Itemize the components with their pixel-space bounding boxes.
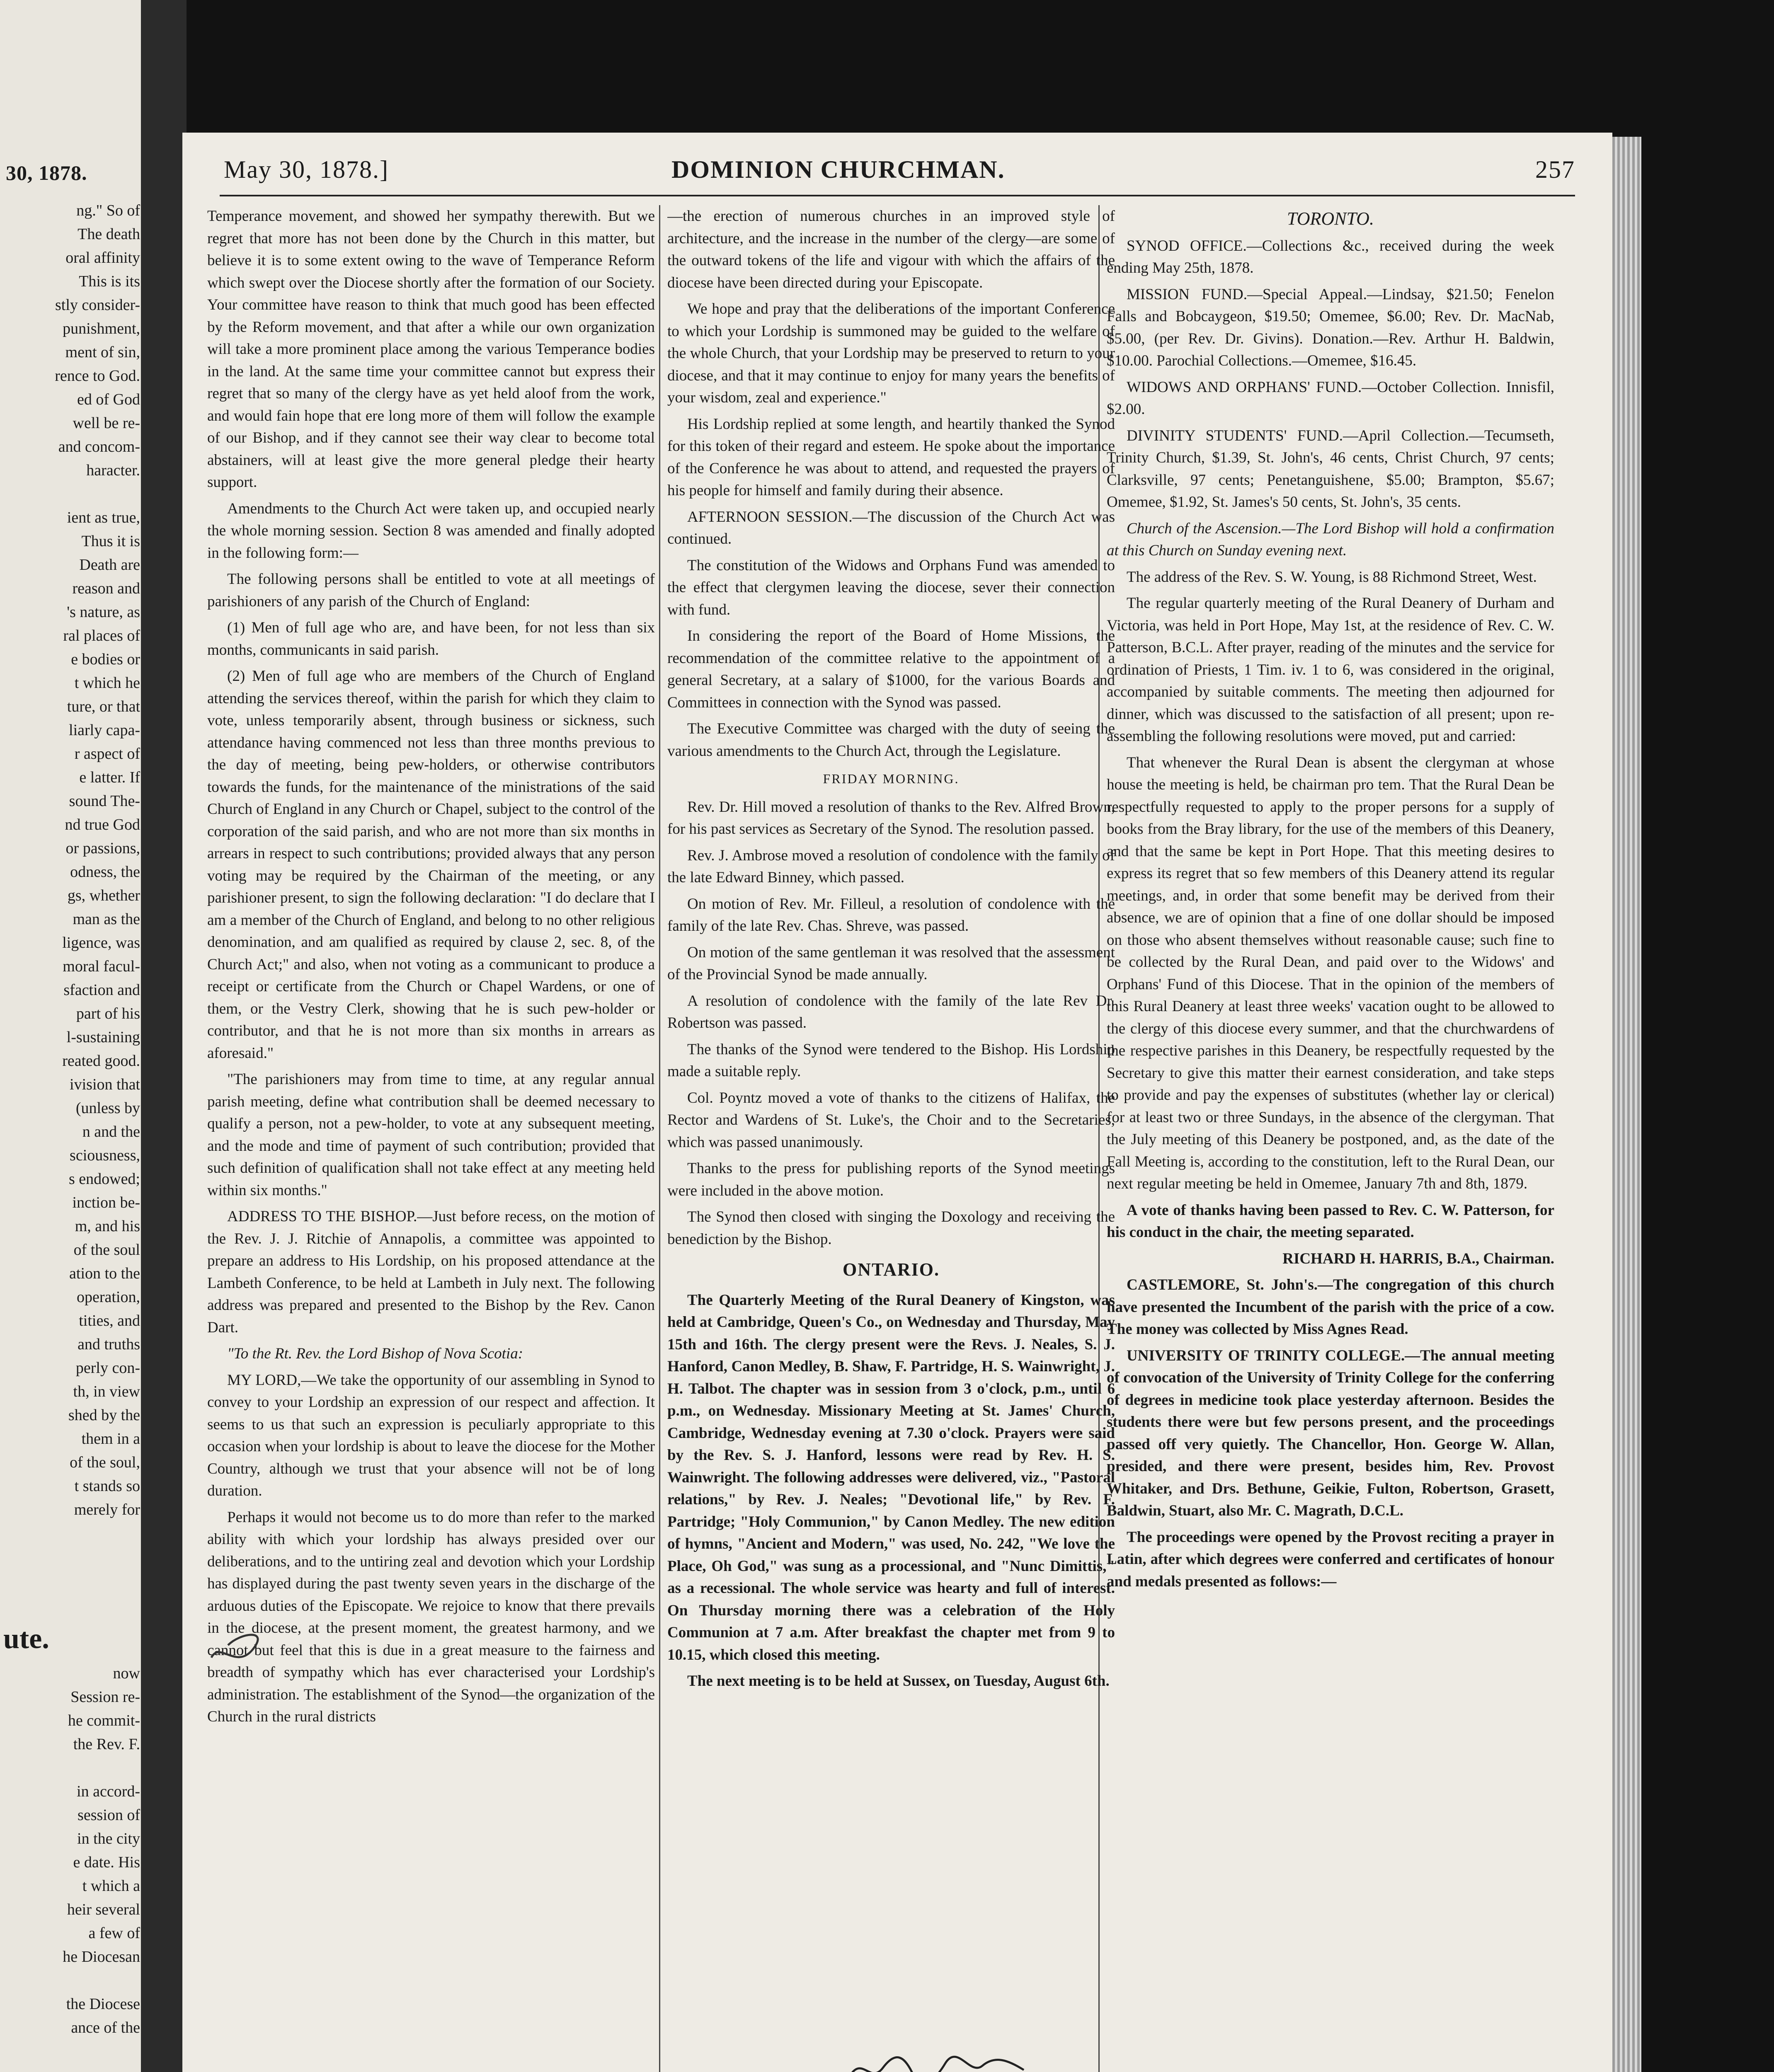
previous-page-line: gs, whether (67, 887, 140, 904)
previous-page-line: them in a (81, 1430, 140, 1447)
paragraph: The thanks of the Synod were tendered to the Bishop. His Lordship made a suitable reply. (667, 1041, 1115, 1080)
previous-page-line: oral affinity (65, 249, 140, 266)
previous-page-line: part of his (76, 1005, 140, 1022)
previous-page-line: t stands so (74, 1477, 140, 1495)
previous-page-line: (unless by (75, 1099, 140, 1117)
previous-page-line: t which a (82, 1877, 140, 1895)
previous-page-line: a few of (88, 1924, 140, 1942)
previous-page-line: ment of sin, (65, 344, 140, 361)
paragraph: Perhaps it would not become us to do more than refer to the marked ability with which your lordship has always presided over our deliberations, and to the untiring zeal and devotion which your Lordship has displayed during the past twenty seven years in the discharge of the arduous duties of the Episcopate. We rejoice to know that there prevails in the diocese, at the present moment, the greatest harmony, and we cannot but feel that this is due in a great measure to the fairness and breadth of sympathy which has ever characterised your Lordship's administration. The establishment of the Synod—the organization of the Church in the rural districts (207, 1508, 655, 1725)
paragraph: The next meeting is to be held at Sussex, on Tuesday, August 6th. (687, 1673, 1110, 1690)
previous-page-line: t which he (74, 674, 140, 692)
header-rule (220, 195, 1575, 196)
previous-page-line: and concom- (58, 438, 140, 455)
newspaper-page (182, 133, 1612, 2072)
previous-page-line: ivision that (70, 1076, 140, 1093)
paragraph: MY LORD,—We take the opportunity of our assembling in Synod to convey to your Lordship an expression of our respect and affection. It seems to us that such an expression is peculiarly appropriate to this occasion when your lordship is about to leave the diocese for the Mother Country, although we trust that your absence will not be of long duration. (207, 1371, 655, 1499)
paragraph: "The parishioners may from time to time, at any regular annual parish meeting, define what contribution shall be deemed necessary to qualify a person, not a pew-holder, to vote at any subsequent meeting, and the mode and time of payment of such contribution; provided that such definition of qualification shall not take effect at any meeting held within six months." (207, 1071, 655, 1199)
previous-page-line: of the soul (73, 1241, 140, 1259)
previous-page-line: in accord- (77, 1783, 140, 1800)
paragraph: In considering the report of the Board of Home Missions, the recommendation of the committee relative to the appointment of a general Secretary, at a salary of $1000, for the various Boards and Committees in connection with the Synod was passed. (667, 627, 1115, 711)
column-2 (667, 205, 1115, 2072)
previous-page-line: s endowed; (68, 1170, 140, 1188)
paragraph: Amendments to the Church Act were taken up, and occupied nearly the whole morning session. Section 8 was amended and finally adopted in the following form:— (207, 500, 655, 562)
previous-page-line: in the city (77, 1830, 140, 1847)
previous-page-line: Session re- (70, 1688, 140, 1706)
previous-page-line: operation, (76, 1288, 140, 1306)
previous-page-line: sciousness, (70, 1147, 140, 1164)
page-stack-edge (1612, 137, 1641, 2072)
previous-page-line: liarly capa- (69, 721, 140, 739)
paragraph: The Quarterly Meeting of the Rural Deanery of Kingston, was held at Cambridge, Queen's Co., on Wednesday and Thursday, May 15th and 16th. The clergy present were the Revs. J. Neales, S. J. Hanford, Canon Medley, B. Shaw, F. Partridge, H. S. Wainwright, J. H. Talbot. The chapter was in session from 3 o'clock, p.m., until 6 p.m., on Wednesday. Missionary Meeting at St. James' Church, Cambridge, Wednesday evening at 7.30 o'clock. Prayers were said by the Rev. S. J. Hanford, lessons were read by Rev. H. S. Wainwright. The following addresses were delivered, viz., "Pastoral relations," by Rev. J. Neales; "Devotional life," by Rev. F. Partridge; "Holy Communion," by Canon Medley. The new edition of hymns, "Ancient and Modern," was used, No. 242, "We love the Place, Oh God," was sung as a processional, and "Nunc Dimittis," as a recessional. The whole service was hearty and full of interest. On Thursday morning there was a celebration of the Holy Communion at 7 a.m. After breakfast the chapter met from 9 to 10.15, which closed this meeting. (667, 1291, 1115, 1663)
masthead: DOMINION CHURCHMAN. (671, 156, 1005, 183)
paragraph: ADDRESS TO THE BISHOP.—Just before recess, on the motion of the Rev. J. J. Ritchie of Annapolis, a committee was appointed to prepare an address to His Lordship, on his proposed attendance at the Lambeth Conference, to be held at Lambeth in July next. The following address was prepared and presented to the Bishop by the Rev. Canon Dart. (207, 1208, 655, 1336)
paragraph: The Executive Committee was charged with the duty of seeing the various amendments to the Church Act, through the Legislature. (667, 720, 1115, 760)
signature-line: RICHARD H. HARRIS, B.A., Chairman. (1282, 1250, 1554, 1267)
previous-page-line: tities, and (79, 1312, 140, 1329)
previous-page-line: perly con- (75, 1359, 140, 1377)
previous-page-line: the Rev. F. (73, 1736, 140, 1753)
previous-page-line: heir several (67, 1901, 140, 1918)
previous-page-line: ation to the (69, 1265, 140, 1282)
page-number: 257 (1535, 156, 1575, 183)
previous-page-line: e date. His (73, 1854, 140, 1871)
previous-page-line: ient as true, (67, 509, 140, 526)
previous-page-line: r aspect of (74, 745, 140, 762)
paragraph: On motion of the same gentleman it was resolved that the assessment of the Provincial Synod be made annually. (667, 944, 1115, 983)
previous-page-line: merely for (74, 1501, 140, 1518)
previous-page-line: n and the (82, 1123, 140, 1140)
book-gutter (141, 0, 187, 2072)
previous-page-line (3, 1756, 140, 1780)
section-heading-ontario: ONTARIO. (843, 1259, 940, 1280)
handwritten-annotation (846, 2047, 1028, 2072)
paragraph: DIVINITY STUDENTS' FUND.—April Collection.—Tecumseth, Trinity Church, $1.39, St. John's, 46 cents, Christ Church, 97 cents; Clarksville, 97 cents; Penetanguishene, $5.00; Brampton, $5.67; Omemee, $1.92, St. James's 50 cents, St. John's, 35 cents. (1107, 427, 1554, 511)
paragraph: The constitution of the Widows and Orphans Fund was amended to the effect that clergymen leaving the diocese, sever their connection with fund. (667, 557, 1115, 618)
previous-page-line: 's nature, as (67, 603, 140, 621)
paragraph: Church of the Ascension.—The Lord Bishop will hold a confirmation at this Church on Sunday evening next. (1107, 520, 1554, 559)
previous-page-line: shed by the (68, 1406, 140, 1424)
column-3 (1107, 205, 1554, 2072)
previous-page-line: ral places of (63, 627, 140, 644)
page-header (224, 155, 1575, 189)
paragraph: SYNOD OFFICE.—Collections &c., received during the week ending May 25th, 1878. (1107, 237, 1554, 276)
paragraph: The address of the Rev. S. W. Young, is 88 Richmond Street, West. (1127, 568, 1537, 586)
paragraph: His Lordship replied at some length, and heartily thanked the Synod for this token of their regard and esteem. He spoke about the importance of the Conference he was about to attend, and requested the prayers of his people for himself and family during their absence. (667, 415, 1115, 499)
previous-page-line: punishment, (63, 320, 140, 337)
previous-page-line (3, 1969, 140, 1992)
paragraph: Temperance movement, and showed her sympathy therewith. But we regret that more has not been done by the Church in this matter, but believe it is to some extent owing to the wave of Temperance Reform which swept over the Diocese shortly after the formation of our Society. Your committee have reason to think that much good has been effected by the Reform movement, and that after a while our own organization will take a more prominent place among the various Temperance bodies in the land. At the same time your committee cannot but express their regret that so many of the clergy have as yet held aloof from the work, and would fain hope that ere long more of them will follow the example of our Bishop, and if they cannot see their way clear to become total abstainers, will at least give the more general pledge their hearty support. (207, 208, 655, 491)
previous-page-line: sfaction and (63, 981, 140, 999)
previous-page-text-top (3, 199, 140, 1522)
paragraph: AFTERNOON SESSION.—The discussion of the Church Act was continued. (667, 508, 1115, 547)
previous-page-line: he commit- (68, 1712, 140, 1729)
previous-page-line: ligence, was (62, 934, 140, 951)
previous-page-line: m, and his (75, 1218, 140, 1235)
previous-page-line: well be re- (73, 414, 140, 432)
previous-page-text-bottom (3, 1616, 140, 2040)
margin-mark (203, 1616, 265, 1678)
previous-page-line: nd true God (65, 816, 140, 833)
previous-page-line: moral facul- (63, 958, 140, 975)
paragraph: A resolution of condolence with the family of the late Rev Dr. Robertson was passed. (667, 992, 1115, 1031)
header-date: May 30, 1878.] (224, 156, 389, 183)
previous-page-fragment (0, 0, 141, 2072)
paragraph: The following persons shall be entitled to vote at all meetings of parishioners of any parish of the Church of England: (207, 571, 655, 610)
previous-page-line: l-sustaining (66, 1029, 140, 1046)
column-divider (659, 205, 660, 2072)
previous-page-line: ance of the (71, 2019, 140, 2036)
previous-page-line: e latter. If (79, 769, 140, 786)
paragraph: The Synod then closed with singing the Doxology and receiving the benediction by the Bishop. (667, 1208, 1115, 1248)
paragraph: The proceedings were opened by the Provost reciting a prayer in Latin, after which degrees were conferred and certificates of honour and medals presented as follows:— (1107, 1528, 1554, 1590)
paragraph: A vote of thanks having been passed to Rev. C. W. Patterson, for his conduct in the chair, the meeting separated. (1107, 1201, 1554, 1241)
previous-page-line: ture, or that (67, 698, 140, 715)
paragraph: Col. Poyntz moved a vote of thanks to the citizens of Halifax, the Rector and Wardens of St. Luke's, the Choir and to the Secretaries, which was passed unanimously. (667, 1089, 1115, 1151)
previous-page-line: now (113, 1665, 140, 1682)
previous-page-heading: ute. (3, 1623, 49, 1655)
previous-page-line: he Diocesan (63, 1948, 140, 1965)
previous-page-line: e bodies or (71, 651, 140, 668)
paragraph: MISSION FUND.—Special Appeal.—Lindsay, $21.50; Fenelon Falls and Bobcaygeon, $19.50; Omemee, $6.00; Rev. Dr. MacNab, $5.00, (per Rev. Dr. Givins). Donation.—Rev. Arthur H. Baldwin, $10.00. Parochial Collections.—Omemee, $16.45. (1107, 286, 1554, 369)
previous-page-line: th, in view (73, 1383, 140, 1400)
paragraph: On motion of Rev. Mr. Filleul, a resolution of condolence with the family of the late Rev. Chas. Shreve, was passed. (667, 895, 1115, 934)
previous-page-line: reason and (72, 580, 140, 597)
previous-page-line: This is its (79, 273, 140, 290)
paragraph: —the erection of numerous churches in an improved style of architecture, and the increase in the number of the clergy—are some of the outward tokens of the life and vigour with which the affairs of the diocese have been directed during your Episcopate. (667, 208, 1115, 291)
paragraph: Rev. Dr. Hill moved a resolution of thanks to the Rev. Alfred Brown, for his past services as Secretary of the Synod. The resolution passed. (667, 798, 1115, 838)
previous-page-line: odness, the (70, 863, 140, 881)
previous-page-line: sound The- (69, 792, 140, 810)
previous-page-line (3, 482, 140, 506)
previous-page-line: reated good. (62, 1052, 140, 1070)
previous-page-line: or passions, (65, 840, 140, 857)
previous-page-line: Death are (79, 556, 140, 574)
paragraph: That whenever the Rural Dean is absent the clergyman at whose house the meeting is held, be chairman pro tem. That the Rural Dean be respectfully requested to apply to the proper persons for a supply of books from the Bray library, for the use of the members of this Deanery, and that the same be kept in Port Hope. That this meeting desires to express its regret that so few members of this Deanery attend its regular meetings, and, in order that some benefit may be derived from their absence, we are of opinion that a fine of one dollar should be imposed on those who absent themselves without reasonable cause; such fine to be collected by the Rural Dean, and paid over to the Widows' and Orphans' Fund of this Diocese. That in the opinion of the members of this Rural Deanery at least three weeks' vacation ought to be allowed to the clergy of this diocese every summer, and that the churchwardens of the respective parishes in this Deanery, be respectfully requested by the Secretary to give this matter their earnest consideration, and take steps to provide and pay the expenses of substitutes (whether lay or clerical) for at least two or three Sundays, in the absence of the clergyman. That the July meeting of this Deanery be postponed, and, as the date of the Fall Meeting is, according to the constitution, left to the Rural Dean, our next regular meeting be held in Omemee, January 7th and 8th, 1879. (1107, 754, 1554, 1192)
section-heading-toronto: TORONTO. (1287, 208, 1374, 229)
previous-page-line: stly consider- (55, 296, 140, 314)
previous-page-line: ed of God (77, 391, 140, 408)
previous-page-line: Thus it is (81, 533, 140, 550)
previous-page-line: ng." So of (76, 202, 140, 219)
previous-page-line: man as the (73, 910, 140, 928)
paragraph: WIDOWS AND ORPHANS' FUND.—October Collection. Innisfil, $2.00. (1107, 378, 1554, 418)
previous-page-line: session of (78, 1806, 140, 1824)
column-1 (207, 205, 655, 2072)
previous-page-line: The death (78, 225, 140, 243)
section-heading: FRIDAY MORNING. (823, 771, 960, 786)
previous-page-header: 30, 1878. (6, 161, 87, 184)
previous-page-line: inction be- (72, 1194, 140, 1211)
paragraph: UNIVERSITY OF TRINITY COLLEGE.—The annual meeting of convocation of the University of Trinity College for the conferring of degrees in medicine took place yesterday afternoon. Besides the students there were but few persons present, and the proceedings passed off very quietly. The Chancellor, Hon. George W. Allan, presided, and there were present, besides him, Rev. Provost Whitaker, and Drs. Bethune, Geikie, Fulton, Robertson, Grasett, Baldwin, Stuart, also Mr. C. Magrath, D.C.L. (1107, 1347, 1554, 1519)
previous-page-line: rence to God. (55, 367, 140, 385)
paragraph: Rev. J. Ambrose moved a resolution of condolence with the family of the late Edward Binney, which passed. (667, 847, 1115, 886)
paragraph: (1) Men of full age who are, and have been, for not less than six months, communicants in said parish. (207, 619, 655, 658)
paragraph: Thanks to the press for publishing reports of the Synod meetings were included in the above motion. (667, 1160, 1115, 1199)
paragraph: CASTLEMORE, St. John's.—The congregation of this church have presented the Incumbent of the parish with the price of a cow. The money was collected by Miss Agnes Read. (1107, 1276, 1554, 1338)
paragraph: (2) Men of full age who are members of the Church of England attending the services thereof, within the parish for which they claim to vote, unless temporarily absent, through business or sickness, such attendance having commenced not less than three months previous to the day of meeting, being pew-holders, or otherwise contributors towards the funds, for the maintenance of the ministrations of the said Church of England in any Church or Chapel, subject to the control of the corporation of the said parish, and who are not more than six months in arrears in respect to such contributions; provided always that any person voting may be required by the Chairman of the meeting, or any parishioner present, to sign the following declaration: "I do declare that I am a member of the Church of England, and belong to no other religious denomination, and am qualified as required by clause 2, sec. 8, of the Church Act;" and also, when not voting as a communicant to produce a receipt or certificate from the Church or Chapel Wardens, or one of them, or the Vestry Clerk, showing that he is such pew-holder or contributor, and that he is not more than six months in arrears as aforesaid." (207, 668, 655, 1062)
previous-page-line: and truths (78, 1336, 140, 1353)
paragraph: We hope and pray that the deliberations of the important Conference to which your Lordship is summoned may be guided to the welfare of the whole Church, that your Lordship may be preserved to return to your diocese, and that it may continue to enjoy for many years the benefits of your wisdom, zeal and experience." (667, 300, 1115, 406)
previous-page-line: haracter. (86, 462, 140, 479)
previous-page-line: of the soul, (70, 1454, 140, 1471)
previous-page-line: the Diocese (66, 1995, 140, 2013)
paragraph: The regular quarterly meeting of the Rural Deanery of Durham and Victoria, was held in Port Hope, May 1st, at the residence of Rev. C. W. Patterson, B.C.L. After prayer, reading of the minutes and the service for ordination of Priests, 1 Tim. iv. 1 to 6, was considered in the original, accompanied by suitable comments. The meeting then adjourned for dinner, which was discussed to the satisfaction of all present; upon re-assembling the following resolutions were moved, put and carried: (1107, 595, 1554, 745)
address-salutation: "To the Rt. Rev. the Lord Bishop of Nova Scotia: (227, 1345, 523, 1362)
